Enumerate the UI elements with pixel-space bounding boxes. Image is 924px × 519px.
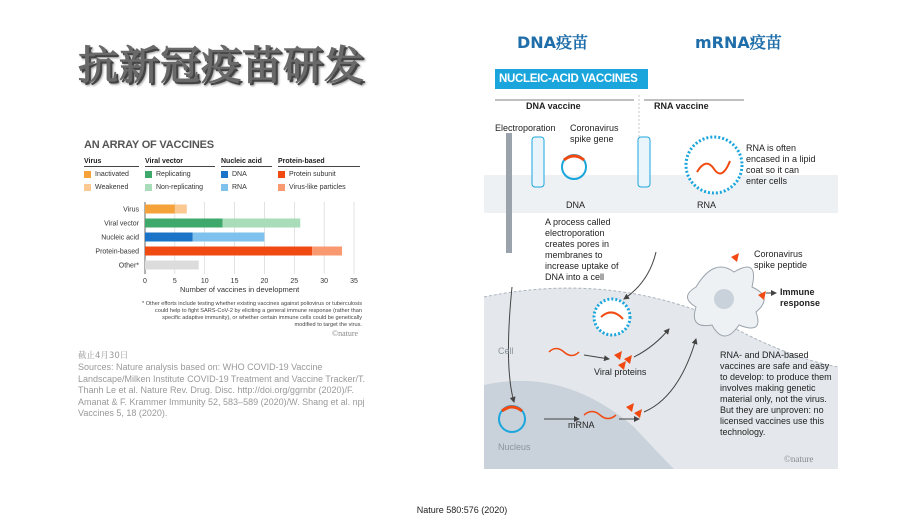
bar-segment: [223, 219, 301, 228]
vaccine-chart-panel: [78, 136, 364, 341]
bar-segment: [312, 247, 342, 256]
y-category-label: Nucleic acid: [101, 234, 139, 242]
rna-vial: [638, 137, 650, 187]
rna-lipid-note: RNA is often encased in a lipid coat so it can enter cells: [746, 143, 816, 186]
bar-segment: [145, 261, 199, 270]
x-tick-label: 30: [320, 278, 329, 285]
nature-credit: ©nature: [332, 329, 359, 338]
chart-title: AN ARRAY OF VACCINES: [84, 139, 214, 151]
legend-item-non-replicating: [145, 184, 203, 191]
x-axis-label: Number of vaccines in development: [180, 285, 300, 294]
rna-label: RNA: [697, 200, 717, 210]
x-tick-label: 10: [200, 278, 209, 285]
legend-heading-viral-vector: Viral vector: [145, 158, 184, 165]
immune-cell-nucleus: [714, 289, 734, 309]
legend-swatch: [221, 184, 228, 191]
diagram-banner: NUCLEIC-ACID VACCINES: [495, 69, 648, 89]
legend-item-replicating: [145, 171, 191, 178]
x-tick-label: 35: [350, 278, 358, 285]
bar-segment: [145, 247, 312, 256]
electroporation-note: A process called electroporation creates pores in membranes to increase uptake of DNA into a cell: [545, 217, 619, 282]
date-note: 截止4月30日: [78, 351, 129, 361]
nature-credit: ©nature: [784, 454, 814, 464]
legend-label: Non-replicating: [156, 184, 204, 191]
bar-segment: [175, 205, 187, 214]
legend-heading-protein-based: Protein-based: [278, 158, 325, 165]
legend-divider: [145, 166, 215, 167]
legend-swatch: [278, 171, 285, 178]
legend-label: DNA: [232, 171, 247, 178]
bar-segment: [145, 233, 193, 242]
electroporation-probe: [506, 133, 512, 253]
legend-divider: [84, 166, 139, 167]
legend-swatch: [145, 184, 152, 191]
citation: Nature 580:576 (2020): [416, 505, 508, 515]
spike-gene-label: Coronavirus spike gene: [570, 123, 619, 144]
viral-proteins-label: Viral proteins: [594, 367, 647, 377]
legend-item-virus-like-particles: [278, 184, 346, 191]
dna-label: DNA: [566, 200, 586, 210]
chart-footnote: * Other efforts include testing whether existing vaccines against poliovirus or tuberculosis could help to fight SARS-CoV-2 by eliciting a general immune response (rather than specific adaptive immunity), or whether certain immune cells could be genetically modified to target the virus.: [141, 301, 362, 328]
legend-swatch: [84, 184, 91, 191]
dna-vaccine-label: DNA vaccine: [526, 101, 581, 111]
legend-label: RNA: [232, 184, 247, 191]
page-title: 抗新冠疫苗研发: [78, 43, 365, 89]
bar-segment: [145, 205, 175, 214]
legend-item-inactivated: [84, 171, 129, 178]
spike-peptide-label: Coronavirus spike peptide: [754, 249, 808, 270]
x-tick-label: 0: [143, 278, 147, 285]
nucleic-acid-diagram: [484, 67, 838, 469]
dna-vial: [532, 137, 544, 187]
cell-label: Cell: [498, 346, 514, 356]
legend-label: Protein subunit: [289, 171, 336, 178]
legend-divider: [278, 166, 360, 167]
legend-label: Virus-like particles: [289, 184, 346, 191]
electroporation-label: Electroporation: [495, 123, 556, 133]
y-category-label: Other*: [118, 262, 139, 270]
x-tick-label: 15: [230, 278, 239, 285]
nucleus-label: Nucleus: [498, 442, 531, 452]
mrna-label: mRNA: [568, 420, 595, 430]
mrna-vaccine-heading: mRNA疫苗: [695, 33, 782, 52]
legend-item-dna: [221, 171, 247, 178]
legend-item-weakened: [84, 184, 128, 191]
legend-heading-virus: Virus: [84, 158, 102, 165]
legend-swatch: [84, 171, 91, 178]
legend-swatch: [145, 171, 152, 178]
lipid-nanoparticle: [686, 137, 742, 193]
bar-chart: [78, 198, 364, 293]
dna-vaccine-heading: DNA疫苗: [517, 33, 589, 52]
y-category-label: Protein-based: [95, 248, 139, 256]
legend-item-protein-subunit: [278, 171, 336, 178]
legend-label: Weakened: [95, 184, 129, 191]
legend-swatch: [278, 184, 285, 191]
legend-swatch: [221, 171, 228, 178]
rna-vaccine-label: RNA vaccine: [654, 101, 709, 111]
y-category-label: Viral vector: [104, 220, 139, 228]
bar-segment: [193, 233, 265, 242]
y-category-label: Virus: [123, 206, 139, 214]
legend-label: Inactivated: [95, 171, 129, 178]
legend-item-rna: [221, 184, 247, 191]
safety-note: RNA- and DNA-based vaccines are safe and easy to develop: to produce them involves making genetic material only, not the virus. But they are unproven: no licensed vaccines use this technology.: [720, 350, 832, 437]
legend-heading-nucleic-acid: Nucleic acid: [221, 158, 262, 165]
x-tick-label: 20: [260, 278, 269, 285]
x-tick-label: 25: [290, 278, 299, 285]
sources-note: Sources: Nature analysis based on: WHO COVID-19 Vaccine Landscape/Milken Institute COVID-19 Treatment and Vaccine Tracker/T. Thanh Le et al. Nature Rev. Drug. Disc. http://doi.org/ggrnbr (2020)/F. Amanat & F. Krammer Immunity 52, 583–589 (2020)/W. Shang et al. npj Vaccines 5, 18 (2020).: [78, 362, 365, 418]
bar-segment: [145, 219, 223, 228]
immune-response-label: Immune response: [780, 287, 821, 308]
lipid-particle-entering: [594, 299, 630, 335]
legend-divider: [221, 166, 272, 167]
x-tick-label: 5: [172, 278, 177, 285]
legend-label: Replicating: [156, 171, 191, 178]
